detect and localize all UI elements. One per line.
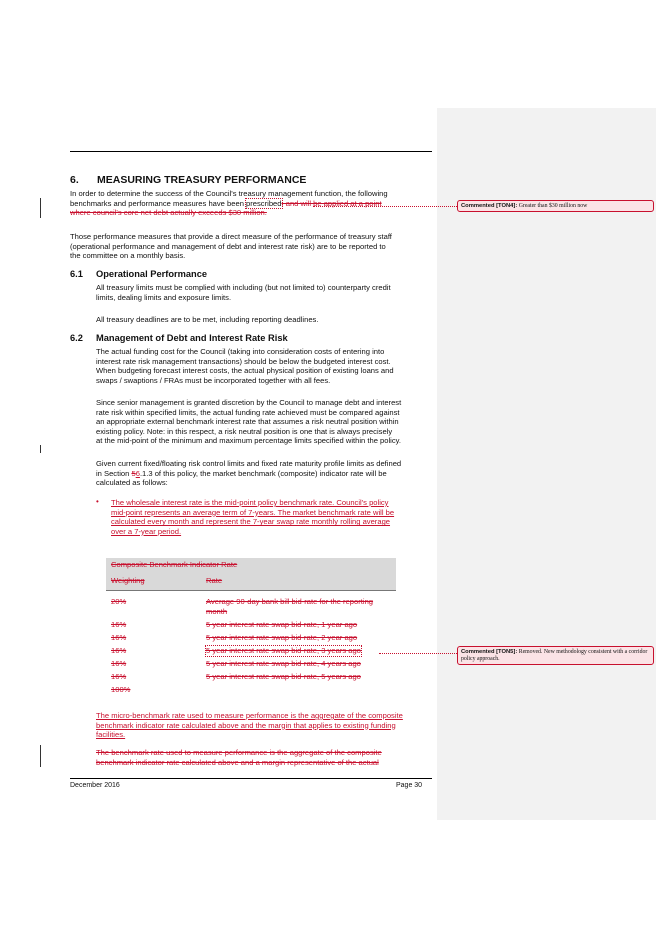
comment-balloon[interactable] bbox=[457, 646, 654, 665]
header-rule bbox=[70, 151, 432, 152]
table-cell-rate: 5 year interest rate swap bid-rate, 5 years ago bbox=[206, 672, 361, 681]
comment-margin-pane bbox=[437, 108, 656, 820]
subsection-number: 6.1 bbox=[70, 269, 83, 279]
subsection-title: Operational Performance bbox=[96, 269, 208, 279]
column-header-rate: Rate bbox=[206, 576, 223, 585]
commented-text[interactable]: prescribed bbox=[246, 198, 282, 208]
table-cell-weighting: 16% bbox=[111, 672, 127, 681]
table-cell-weighting: 16% bbox=[111, 659, 127, 668]
table-divider bbox=[106, 590, 396, 591]
deleted-text: where council's core net debt actually exceeds $30 million. bbox=[70, 208, 267, 218]
footer-rule bbox=[70, 778, 432, 779]
comment-author: Commented [TON5]: bbox=[461, 649, 518, 655]
footer-date: December 2016 bbox=[70, 782, 120, 789]
bullet-marker: • bbox=[96, 497, 99, 506]
table-cell-rate-commented[interactable]: 5 year interest rate swap bid-rate, 3 years ago bbox=[206, 646, 361, 655]
section-number: 6. bbox=[70, 174, 79, 186]
table-cell-rate: 5 year interest rate swap bid-rate, 1 year ago bbox=[206, 620, 358, 629]
comment-author: Commented [TON4]: bbox=[461, 203, 518, 209]
table-cell-weighting: 16% bbox=[111, 620, 127, 629]
deleted-text: , and will be applied at a point bbox=[281, 198, 382, 208]
column-header-weighting: Weighting bbox=[111, 576, 145, 585]
bullet-item: The wholesale interest rate is the mid-point policy benchmark rate. Council's policy mid-point represents an average term of 7-years. The market benchmark rate will be calculated every month and represent the 7-year swap rate monthly rolling average over a 7-year period. bbox=[111, 498, 395, 536]
table-cell-weighting: 16% bbox=[111, 633, 127, 642]
table-cell-weighting: 16% bbox=[111, 646, 127, 655]
footer-page-number: Page 30 bbox=[396, 782, 423, 789]
deleted-text: 5 bbox=[131, 468, 136, 478]
inserted-text: 6 bbox=[135, 468, 140, 478]
paragraph: All treasury limits must be complied with including (but not limited to) counterparty credit limits, dealing limits and exposure limits. bbox=[96, 283, 391, 302]
section-title: MEASURING TREASURY PERFORMANCE bbox=[97, 174, 307, 186]
table-title: Composite Benchmark Indicator Rate bbox=[111, 560, 238, 569]
paragraph: Those performance measures that provide a direct measure of the performance of treasury staff (operational performance and management of debt and interest rate risk) are to be reported to the committee on a monthly basis. bbox=[70, 232, 392, 261]
table-total: 100% bbox=[111, 685, 131, 694]
table-cell-weighting: 20% bbox=[111, 597, 127, 606]
comment-balloon[interactable] bbox=[457, 200, 654, 212]
paragraph: Since senior management is granted discretion by the Council to manage debt and interest rate risk within specified limits, the actual funding rate achieved must be compared against an appropriate external benchmark interest rate that assumes a risk neutral position within existing policy. Note: in this respect, a risk neutral position is one that is always precisely at the mid-point of the minimum and maximum percentage limits specified within the policy. bbox=[96, 398, 402, 446]
subsection-title: Management of Debt and Interest Rate Risk bbox=[96, 333, 288, 343]
paragraph: Given current fixed/floating risk control limits and fixed rate maturity profile limits as defined in Section 56.1.3 of this policy, the market benchmark (composite) indicator rate will be calculated as follows: bbox=[96, 459, 402, 488]
table-cell-rate: 5 year interest rate swap bid-rate, 4 years ago bbox=[206, 659, 361, 668]
table-cell-rate: Average 90-day bank bill bid-rate for the reporting month bbox=[206, 597, 374, 616]
change-bar bbox=[40, 745, 41, 767]
inserted-paragraph: The micro-benchmark rate used to measure performance is the aggregate of the composite benchmark indicator rate calculated above and the margin that applies to existing funding facilities. bbox=[96, 711, 403, 740]
change-bar bbox=[40, 198, 41, 218]
subsection-number: 6.2 bbox=[70, 333, 83, 343]
paragraph: All treasury deadlines are to be met, including reporting deadlines. bbox=[96, 315, 319, 324]
change-bar bbox=[40, 445, 41, 453]
paragraph: The actual funding cost for the Council (taking into consideration costs of entering into interest rate risk management transactions) should be below the budgeted interest cost. When budgeting forecast interest costs, the actual physical position of existing loans and swaps / swaptions / FRAs must be incorporated together with all fees. bbox=[96, 347, 394, 385]
intro-paragraph: In order to determine the success of the Council's treasury management function, the following benchmarks and performance measures have been prescribed, and will be applied at a point where council's core net debt actually exceeds $30 million. bbox=[70, 189, 432, 218]
comment-leader-line bbox=[313, 206, 457, 207]
comment-leader-line bbox=[379, 653, 457, 654]
comment-text: Removed. New methodology consistent with a corridor policy approach. bbox=[461, 649, 648, 662]
comment-text: Greater than $30 million now bbox=[518, 203, 588, 209]
deleted-paragraph: The benchmark rate used to measure performance is the aggregate of the composite benchmark indicator rate calculated above and a margin representative of the actual bbox=[96, 748, 382, 767]
table-cell-rate: 5 year interest rate swap bid-rate, 2 year ago bbox=[206, 633, 358, 642]
